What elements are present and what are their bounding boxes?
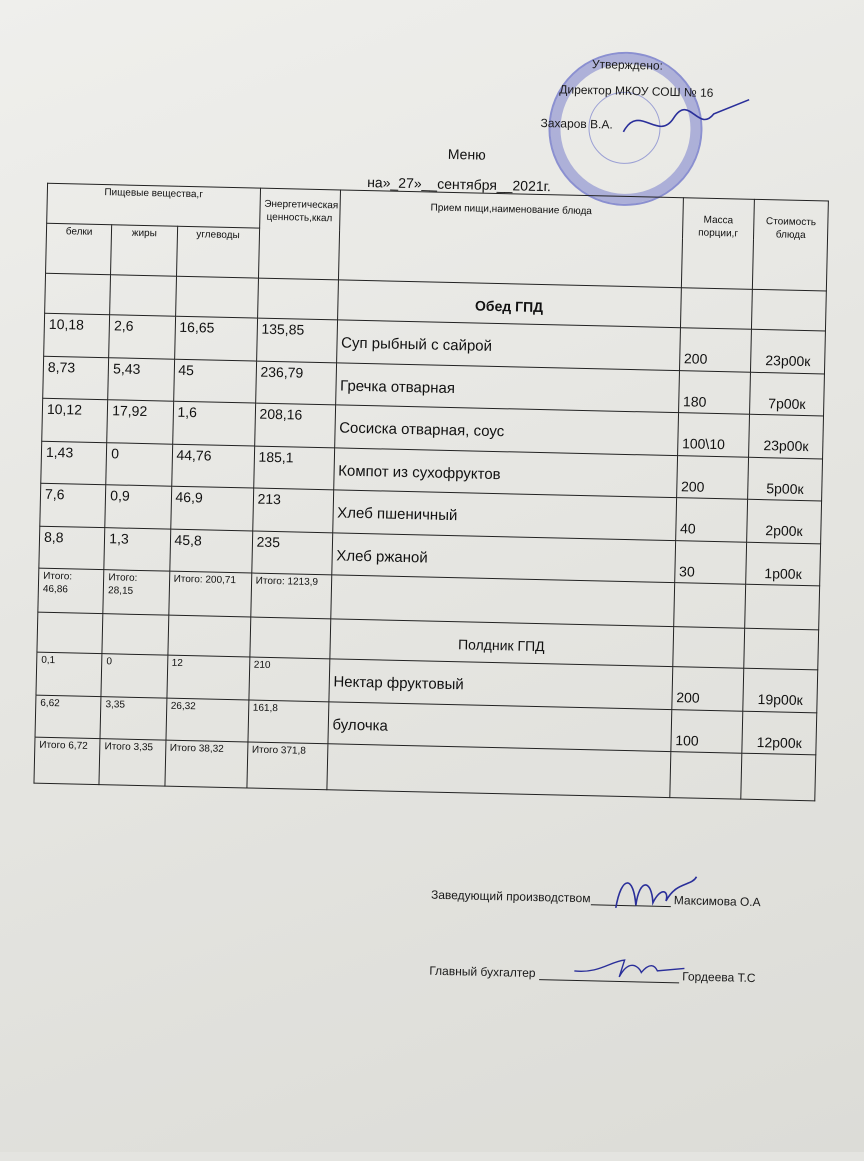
lunch-dish-name: Гречка отварная xyxy=(335,362,679,412)
head-label: Заведующий производством xyxy=(430,887,591,906)
meal-header: Прием пищи,наименование блюда xyxy=(338,190,683,288)
head-name: Максимова О.А xyxy=(673,893,761,910)
lunch-carbs: 45 xyxy=(173,359,256,403)
lunch-fats: 0 xyxy=(106,442,172,486)
lunch-energy: 213 xyxy=(252,488,333,532)
lunch-energy: 235 xyxy=(251,531,332,575)
lunch-portion-mass: 30 xyxy=(674,540,747,584)
lunch-dish-cost: 23р00к xyxy=(749,414,824,458)
lunch-dish-name: Суп рыбный с сайрой xyxy=(336,320,680,370)
snack-dish-cost: 12р00к xyxy=(742,711,817,755)
fats-header: жиры xyxy=(111,225,177,276)
snack-energy: 210 xyxy=(249,657,330,701)
lunch-proteins: 8,73 xyxy=(43,356,109,400)
menu-date: на»_27»__сентября__2021г. xyxy=(367,174,552,195)
lunch-carbs: 16,65 xyxy=(174,316,257,360)
director-name: Захаров В.А. xyxy=(540,115,613,132)
lunch-carbs: 44,76 xyxy=(171,444,254,488)
lunch-portion-mass: 200 xyxy=(676,455,749,499)
lunch-fats: 17,92 xyxy=(107,400,173,444)
snack-proteins: 6,62 xyxy=(35,695,101,739)
lunch-energy: 185,1 xyxy=(253,446,334,490)
lunch-dish-cost: 5р00к xyxy=(748,457,823,501)
lunch-energy: 208,16 xyxy=(254,403,335,447)
lunch-dish-cost: 1р00к xyxy=(746,542,821,586)
lunch-carbs: 1,6 xyxy=(172,401,255,445)
menu-title: Меню xyxy=(447,145,486,163)
section-title-snack: Полдник ГПД xyxy=(329,619,673,667)
lunch-dish-name: Хлеб пшеничный xyxy=(332,490,676,540)
lunch-proteins: 10,18 xyxy=(44,313,110,357)
lunch-fats: 1,3 xyxy=(104,527,170,571)
director-signature xyxy=(618,92,759,155)
lunch-energy: 236,79 xyxy=(255,361,336,405)
energy-header: Энергетическая ценность,ккал xyxy=(258,188,340,280)
carbs-header: углеводы xyxy=(176,226,259,278)
lunch-total-fats: Итого: 28,15 xyxy=(103,570,169,615)
lunch-dish-name: Хлеб ржаной xyxy=(331,532,675,582)
lunch-fats: 0,9 xyxy=(105,485,171,529)
snack-total-carbs: Итого 38,32 xyxy=(164,740,247,788)
accountant-name: Гордеева Т.С xyxy=(682,969,756,986)
snack-energy: 161,8 xyxy=(248,699,329,743)
snack-dish-name: Нектар фруктовый xyxy=(328,659,672,709)
snack-carbs: 12 xyxy=(166,655,249,699)
lunch-dish-cost: 23р00к xyxy=(751,329,826,373)
lunch-dish-cost: 2р00к xyxy=(747,499,822,543)
lunch-total-energy: Итого: 1213,9 xyxy=(250,573,331,619)
lunch-total-carbs: Итого: 200,71 xyxy=(168,571,251,617)
nutrients-header: Пищевые вещества,г xyxy=(47,183,260,228)
lunch-dish-name: Сосиска отварная, соус xyxy=(334,405,678,455)
snack-carbs: 26,32 xyxy=(165,698,248,742)
lunch-portion-mass: 100\10 xyxy=(677,413,750,457)
lunch-rows xyxy=(39,313,826,586)
lunch-proteins: 10,12 xyxy=(42,398,108,442)
lunch-carbs: 46,9 xyxy=(170,486,253,530)
snack-proteins: 0,1 xyxy=(36,652,102,696)
lunch-dish-name: Компот из сухофруктов xyxy=(333,447,677,497)
head-signature xyxy=(611,870,702,917)
lunch-energy: 135,85 xyxy=(256,318,337,362)
lunch-portion-mass: 180 xyxy=(678,370,751,414)
lunch-proteins: 7,6 xyxy=(40,483,106,527)
lunch-portion-mass: 40 xyxy=(675,498,748,542)
accountant-signature xyxy=(569,951,690,984)
lunch-portion-mass: 200 xyxy=(679,328,752,372)
lunch-fats: 5,43 xyxy=(108,357,174,401)
snack-portion-mass: 100 xyxy=(671,709,744,753)
snack-fats: 0 xyxy=(101,654,167,698)
director-title: Директор МКОУ СОШ № 16 xyxy=(559,82,714,100)
accountant-label: Главный бухгалтер xyxy=(429,963,536,981)
snack-total-proteins: Итого 6,72 xyxy=(34,737,100,784)
lunch-proteins: 8,8 xyxy=(39,526,105,570)
menu-table xyxy=(33,183,828,802)
lunch-proteins: 1,43 xyxy=(41,441,107,485)
lunch-fats: 2,6 xyxy=(109,315,175,359)
snack-dish-name: булочка xyxy=(328,701,672,751)
lunch-carbs: 45,8 xyxy=(169,529,252,573)
snack-portion-mass: 200 xyxy=(672,667,745,711)
cost-header: Стоимость блюда xyxy=(753,199,829,291)
snack-total-energy: Итого 371,8 xyxy=(247,742,328,790)
snack-dish-cost: 19р00к xyxy=(743,668,818,712)
lunch-total-proteins: Итого: 46,86 xyxy=(38,568,104,613)
snack-total-fats: Итого 3,35 xyxy=(99,739,165,786)
approval-heading: Утверждено: xyxy=(591,57,664,73)
head-signature-line xyxy=(431,888,761,909)
lunch-dish-cost: 7р00к xyxy=(750,372,825,416)
mass-header: Масса порции,г xyxy=(681,198,755,290)
section-title-lunch: Обед ГПД xyxy=(337,280,681,328)
snack-fats: 3,35 xyxy=(100,696,166,740)
proteins-header: белки xyxy=(46,223,112,274)
